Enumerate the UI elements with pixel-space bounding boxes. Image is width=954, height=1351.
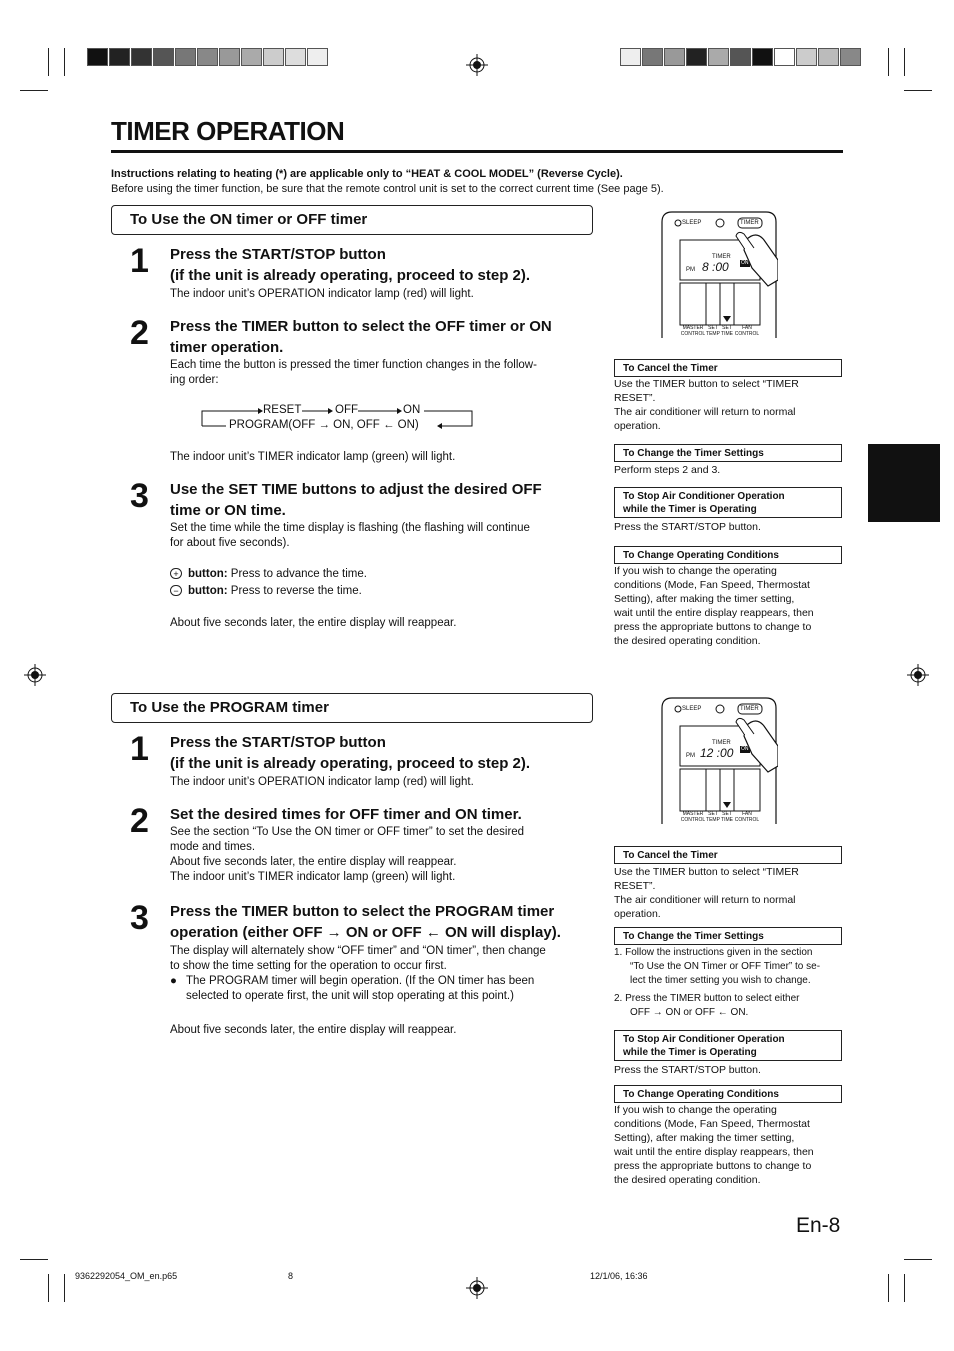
fan-control-label: FAN CONTROL — [734, 811, 760, 823]
step-heading: Press the START/STOP button (if the unit is already operating, proceed to step 2). — [170, 734, 531, 772]
step-text: About five seconds later, the entire display will reappear. — [170, 617, 457, 629]
step-heading: Set the desired times for OFF timer and ON timer. — [170, 806, 522, 823]
footer-page: 8 — [288, 1271, 294, 1281]
timer-button: TIMER — [740, 220, 759, 226]
step-text: Set the time while the time display is flashing (the flashing will continue for about five seconds). — [170, 522, 530, 549]
registration-mark-icon — [24, 664, 46, 686]
crop-mark — [48, 48, 49, 76]
step-heading: Press the START/STOP button (if the unit is already operating, proceed to step 2). — [170, 246, 531, 284]
step-number: 3 — [130, 899, 149, 937]
grayscale-bar-right — [620, 48, 862, 68]
crop-mark — [904, 1259, 932, 1260]
change-conditions-heading: To Change Operating Conditions — [614, 1085, 842, 1103]
change-conditions-text: If you wish to change the operating conditions (Mode, Fan Speed, Thermostat Setting), after making the timer setting, wait until the entire display reappears, then press the appropriate buttons to change to the desired operating condition. — [614, 565, 814, 647]
step-text: The display will alternately show “OFF timer” and “ON timer”, then change to show the time setting for the operation to occur first. ● The PROGRAM timer will begin operation. (If the ON timer has been selected to operate first, the unit will stop operating at this point.) — [170, 944, 595, 1004]
registration-mark-icon — [466, 1277, 488, 1299]
sequence-program: PROGRAM(OFF → ON, OFF ← ON) — [229, 419, 419, 431]
crop-mark — [904, 48, 905, 76]
step-text: Each time the button is pressed the timer function changes in the follow- ing order: — [170, 359, 537, 386]
crop-mark — [20, 90, 48, 91]
step-text: The indoor unit’s OPERATION indicator lamp (red) will light. — [170, 288, 474, 300]
list-item: 2. Press the TIMER button to select either — [614, 993, 800, 1004]
pm-indicator: PM — [686, 267, 695, 273]
display-label: TIMER — [712, 740, 731, 746]
change-settings-heading: To Change the Timer Settings — [614, 444, 842, 462]
set-temp-label: SET TEMP — [706, 811, 720, 823]
crop-mark — [888, 1274, 889, 1302]
step-text: The indoor unit’s OPERATION indicator lamp (red) will light. — [170, 776, 474, 788]
footer-filename: 9362292054_OM_en.p65 — [75, 1271, 178, 1281]
step-number: 2 — [130, 314, 149, 352]
time-display: 8 :00 — [702, 260, 729, 274]
language-tab — [868, 444, 940, 522]
stop-operation-heading: To Stop Air Conditioner Operation while the Timer is Operating — [614, 1030, 842, 1061]
timer-sequence-diagram — [200, 402, 475, 432]
plus-button-instruction: + button: Press to advance the time. — [170, 567, 595, 582]
step-heading: Press the TIMER button to select the OFF timer or ON timer operation. — [170, 318, 552, 356]
plus-icon: + — [170, 568, 182, 579]
sleep-button: SLEEP — [682, 706, 702, 712]
section-heading: To Use the PROGRAM timer — [111, 693, 593, 723]
stop-operation-text: Press the START/STOP button. — [614, 1064, 761, 1076]
bullet-item: ● The PROGRAM timer will begin operation. (If the ON timer has been — [170, 975, 535, 987]
cancel-timer-heading: To Cancel the Timer — [614, 359, 842, 377]
set-time-label: SET TIME — [721, 811, 733, 823]
fan-control-label: FAN CONTROL — [734, 325, 760, 337]
sleep-button: SLEEP — [682, 220, 702, 226]
registration-mark-icon — [466, 54, 488, 76]
set-time-label: SET TIME — [721, 325, 733, 337]
change-settings-heading: To Change the Timer Settings — [614, 927, 842, 945]
step-text: The indoor unit’s TIMER indicator lamp (green) will light. — [170, 451, 456, 463]
stop-operation-heading: To Stop Air Conditioner Operation while the Timer is Operating — [614, 487, 842, 518]
step-number: 3 — [130, 477, 149, 515]
crop-mark — [48, 1274, 49, 1302]
cancel-timer-heading: To Cancel the Timer — [614, 846, 842, 864]
step-text: About five seconds later, the entire display will reappear. — [170, 1024, 457, 1036]
crop-mark — [904, 1274, 905, 1302]
crop-mark — [904, 90, 932, 91]
change-settings-list: 1. Follow the instructions given in the section “To Use the ON Timer or OFF Timer” to se- lect the timer setting you wish to change. 2. Press the TIMER button to select either OFF → ON or OFF ← ON. — [614, 946, 844, 1020]
minus-icon: − — [170, 585, 182, 596]
time-display: 12 :00 — [700, 746, 734, 760]
heating-note: Instructions relating to heating (*) are applicable only to “HEAT & COOL MODEL” (Reverse Cycle). — [111, 168, 623, 180]
section-heading: To Use the ON timer or OFF timer — [111, 205, 593, 235]
cancel-timer-text: Use the TIMER button to select “TIMER RESET”. The air conditioner will return to normal operation. — [614, 378, 799, 432]
crop-mark — [64, 48, 65, 76]
step-number: 1 — [130, 242, 149, 280]
set-temp-label: SET TEMP — [706, 325, 720, 337]
change-settings-text: Perform steps 2 and 3. — [614, 464, 721, 476]
timer-button: TIMER — [740, 706, 759, 712]
list-item: 1. Follow the instructions given in the section — [614, 947, 813, 958]
registration-mark-icon — [907, 664, 929, 686]
sequence-off: OFF — [335, 404, 358, 416]
remote-control-illustration — [660, 210, 778, 340]
page-number: En-8 — [796, 1214, 841, 1237]
master-control-label: MASTER CONTROL — [680, 325, 706, 337]
step-heading: Use the SET TIME buttons to adjust the desired OFF time or ON time. — [170, 481, 542, 519]
display-label: TIMER — [712, 254, 731, 260]
title-rule — [111, 150, 843, 153]
cancel-timer-text: Use the TIMER button to select “TIMER RESET”. The air conditioner will return to normal operation. — [614, 866, 799, 920]
minus-button-instruction: − button: Press to reverse the time. — [170, 584, 595, 599]
change-conditions-text: If you wish to change the operating conditions (Mode, Fan Speed, Thermostat Setting), after making the timer setting, wait until the entire display reappears, then press the appropriate buttons to change to the desired operating condition. — [614, 1104, 814, 1186]
page-title: TIMER OPERATION — [111, 116, 345, 146]
on-badge: ON — [741, 746, 749, 752]
pm-indicator: PM — [686, 753, 695, 759]
crop-mark — [888, 48, 889, 76]
step-number: 2 — [130, 802, 149, 840]
footer-date: 12/1/06, 16:36 — [590, 1271, 648, 1281]
master-control-label: MASTER CONTROL — [680, 811, 706, 823]
sequence-reset: RESET — [263, 404, 302, 416]
stop-operation-text: Press the START/STOP button. — [614, 521, 761, 533]
crop-mark — [20, 1259, 48, 1260]
crop-mark — [64, 1274, 65, 1302]
step-heading: Press the TIMER button to select the PROGRAM timer operation (either OFF → ON or OFF ← ON will display). — [170, 903, 561, 941]
sequence-on: ON — [403, 404, 421, 416]
on-badge: ON — [741, 260, 749, 266]
step-text: See the section “To Use the ON timer or OFF timer” to set the desired mode and times. About five seconds later, the entire display will reappear. The indoor unit’s TIMER indicator lamp (green) will light. — [170, 826, 525, 883]
remote-control-illustration — [660, 696, 778, 826]
grayscale-bar-left — [87, 48, 329, 68]
step-number: 1 — [130, 730, 149, 768]
time-note: Before using the timer function, be sure that the remote control unit is set to the correct current time (See page 5). — [111, 183, 664, 195]
change-conditions-heading: To Change Operating Conditions — [614, 546, 842, 564]
